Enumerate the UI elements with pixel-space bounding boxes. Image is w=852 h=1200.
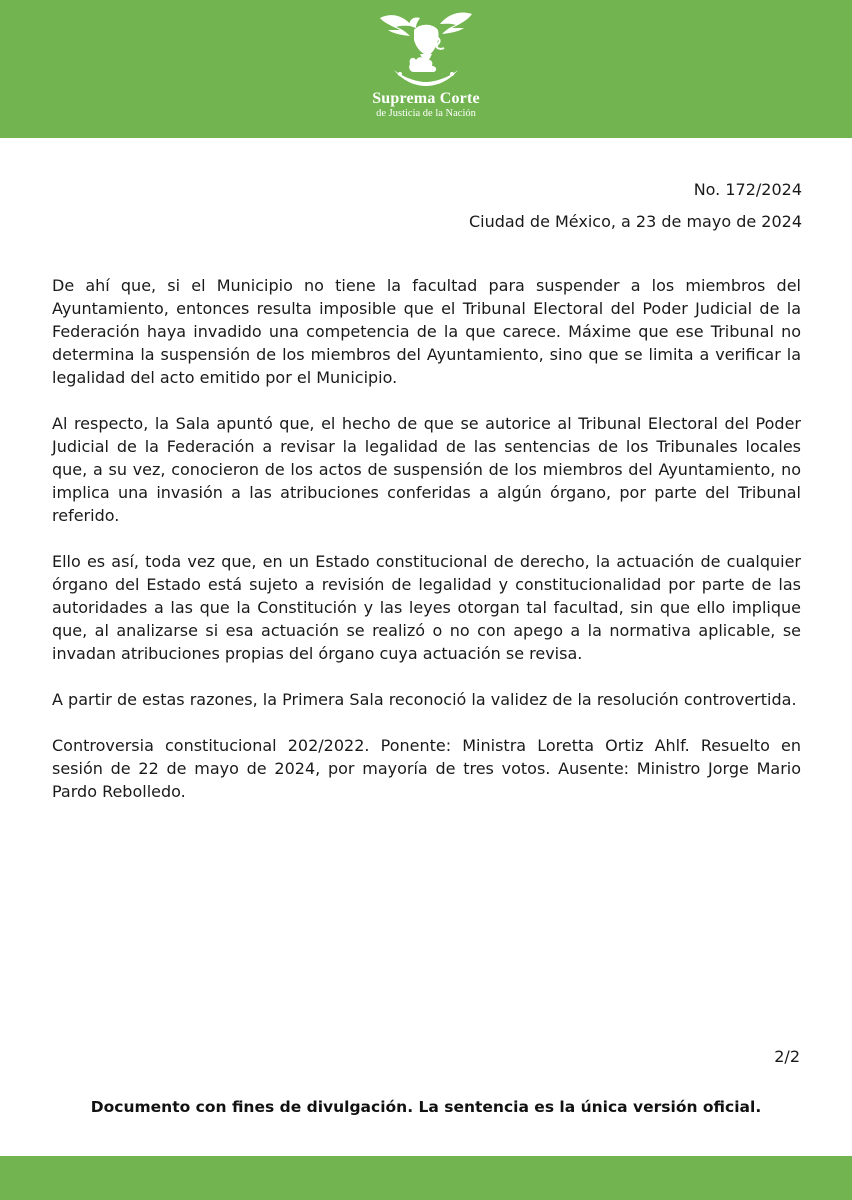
document-number: No. 172/2024 xyxy=(693,180,802,199)
scjn-logo xyxy=(0,8,852,120)
footer-band xyxy=(0,1156,852,1200)
org-name: Suprema Corte xyxy=(372,90,480,107)
document-meta xyxy=(469,174,802,238)
document-place-date: Ciudad de México, a 23 de mayo de 2024 xyxy=(468,212,802,231)
body-paragraph: A partir de estas razones, la Primera Sala reconoció la validez de la resolución controvertida. xyxy=(52,690,797,709)
header-band xyxy=(0,0,852,138)
body-paragraph: De ahí que, si el Municipio no tiene la facultad para suspender a los miembros del Ayuntamiento, entonces resulta imposible que el Tribunal Electoral del Poder Judicial de la Federación haya invadido una competencia de la que carece. Máxime que ese Tribunal no determina la suspensión de los miembros del Ayuntamiento, sino que se limita a verificar la legalidad del acto emitido por el Municipio. xyxy=(52,276,801,387)
body-paragraph: Controversia constitucional 202/2022. Ponente: Ministra Loretta Ortiz Ahlf. Resuelto en sesión de 22 de mayo de 2024, por mayoría de tres votos. Ausente: Ministro Jorge Mario Pardo Rebolledo. xyxy=(52,736,801,801)
mexican-eagle-emblem-icon xyxy=(374,8,478,88)
page-number: 2/2 xyxy=(774,1047,800,1066)
body-paragraph: Al respecto, la Sala apuntó que, el hecho de que se autorice al Tribunal Electoral del Poder Judicial de la Federación a revisar la legalidad de las sentencias de los Tribunales locales que, a su vez, conocieron de los actos de suspensión de los miembros del Ayuntamiento, no implica una invasión a las atribuciones conferidas a algún órgano, por parte del Tribunal referido. xyxy=(52,414,801,525)
document-body xyxy=(52,274,801,826)
body-paragraph: Ello es así, toda vez que, en un Estado constitucional de derecho, la actuación de cualquier órgano del Estado está sujeto a revisión de legalidad y constitucionalidad por parte de las autoridades a las que la Constitución y las leyes otorgan tal facultad, sin que ello implique que, al analizarse si esa actuación se realizó o no con apego a la normativa aplicable, se invadan atribuciones propias del órgano cuya actuación se revisa. xyxy=(52,552,801,663)
footer-disclaimer: Documento con fines de divulgación. La sentencia es la única versión oficial. xyxy=(90,1098,762,1116)
org-subname: de Justicia de la Nación xyxy=(376,108,476,119)
